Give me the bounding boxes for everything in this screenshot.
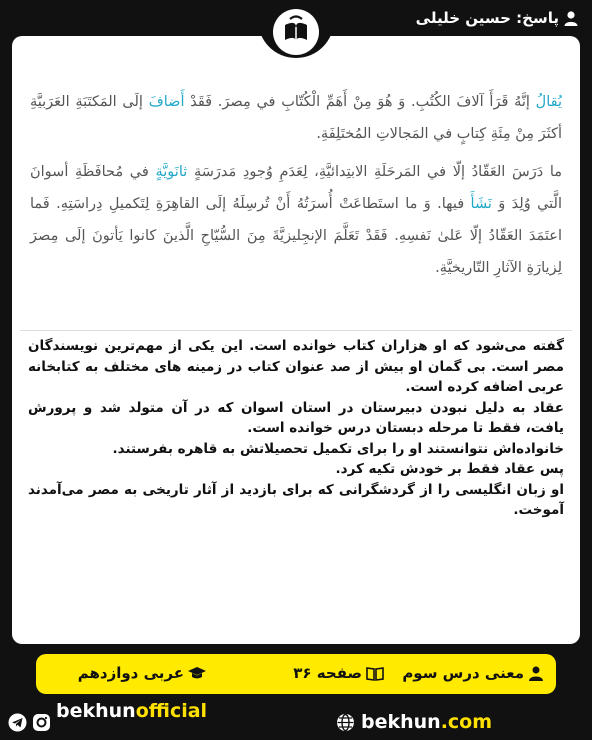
- globe-icon: [336, 713, 355, 732]
- arabic-segment: إلَى المَكتَبَةِ العَرَبيَّةِ أكثَرَ مِنْ مِئَةِ كِتابٍ في المَجالاتِ المُختَلِفَةِ.: [30, 94, 562, 142]
- arabic-segment: ما دَرَسَ العَقّادُ إلّا في المَرحَلَةِ الابتِدائيَّةِ، لِعَدَمِ وُجودِ مَدرَسَةٍ: [187, 164, 563, 180]
- website-link[interactable]: bekhun.com: [336, 711, 492, 733]
- user-icon: [564, 11, 578, 26]
- course-label: عربی دوازدهم: [78, 664, 206, 682]
- student-icon: [528, 665, 544, 681]
- bottom-bar: bekhunofficial bekhun.com: [0, 702, 592, 740]
- translation-line: عقاد به دلیل نبودن دبیرستان در استان اسوان که در آن متولد شد و پرورش یافت، فقط تا مرحله دبستان درس خوانده است.: [28, 399, 564, 436]
- arabic-paragraph-1: [30, 86, 562, 150]
- highlighted-word: ثانَويَّةٍ: [155, 164, 188, 180]
- answer-credit: [416, 9, 578, 27]
- instagram-icon[interactable]: [32, 713, 51, 732]
- translation-line: خانواده‌اش نتوانستند او را برای تکمیل تحصیلاتش به قاهره بفرستند.: [112, 440, 564, 457]
- persian-translation: [12, 336, 580, 521]
- content-card: [12, 36, 580, 644]
- graduation-cap-icon: [188, 666, 206, 681]
- open-book-icon: [366, 666, 384, 681]
- highlighted-word: يُقالُ: [535, 94, 562, 110]
- arabic-paragraph-2: [30, 156, 562, 284]
- telegram-icon[interactable]: [8, 713, 27, 732]
- divider: [20, 330, 572, 331]
- page-label: صفحه ۳۶: [293, 664, 384, 682]
- translation-line: گفته می‌شود که او هزاران کتاب خوانده است. این یکی از مهم‌ترین نویسندگان مصر است. بی گمان او بیش از صد عنوان کتاب در زمینه های مختلف به کتابخانه عربی اضافه کرده است.: [28, 338, 564, 395]
- arabic-segment: إنَّهُ قَرَأَ آلافَ الكُتُبِ. وَ هُوَ مِنْ أَهَمِّ الْكُتّابِ في مِصرَ. فَقَدْ: [184, 94, 536, 110]
- book-logo-icon: [279, 15, 313, 49]
- highlighted-word: أَضافَ: [148, 94, 185, 110]
- lesson-banner: [36, 654, 556, 694]
- translation-line: پس عقاد فقط بر خودش تکیه کرد.: [335, 461, 564, 477]
- highlighted-word: نَشَأَ: [470, 196, 492, 212]
- arabic-segment: فيها. وَ ما استَطاعَتْ أُسرَتُهُ أَنْ تُرسِلَهُ إلَى القاهِرَةِ لِتَكميلِ دِراسَتِهِ. فَما اعتَمَدَ العَقّادُ إلّا عَلىٰ نَفسِهِ. فَقَدْ تَعَلَّمَ الإنجِليزيَّةَ مِنَ السُّيّاحِ الَّذينَ كانوا يَأتونَ إلَى مِصرَ لِزيارَةِ الآثارِ التّاريخيَّةِ.: [30, 196, 562, 276]
- answer-label: پاسخ: حسین خلیلی: [415, 9, 559, 27]
- lesson-label: معنی درس سوم: [402, 664, 544, 682]
- arabic-text: [12, 86, 580, 290]
- translation-line: او زبان انگلیسی را از گردشگرانی که برای بازدید از آثار تاریخی به مصر می‌آمدند آموخت.: [28, 481, 564, 518]
- brand-logo[interactable]: [273, 9, 319, 55]
- arabic-segment: في مُحافَظَةِ أسوانَ الَّتي وُلِدَ وَ: [30, 164, 562, 212]
